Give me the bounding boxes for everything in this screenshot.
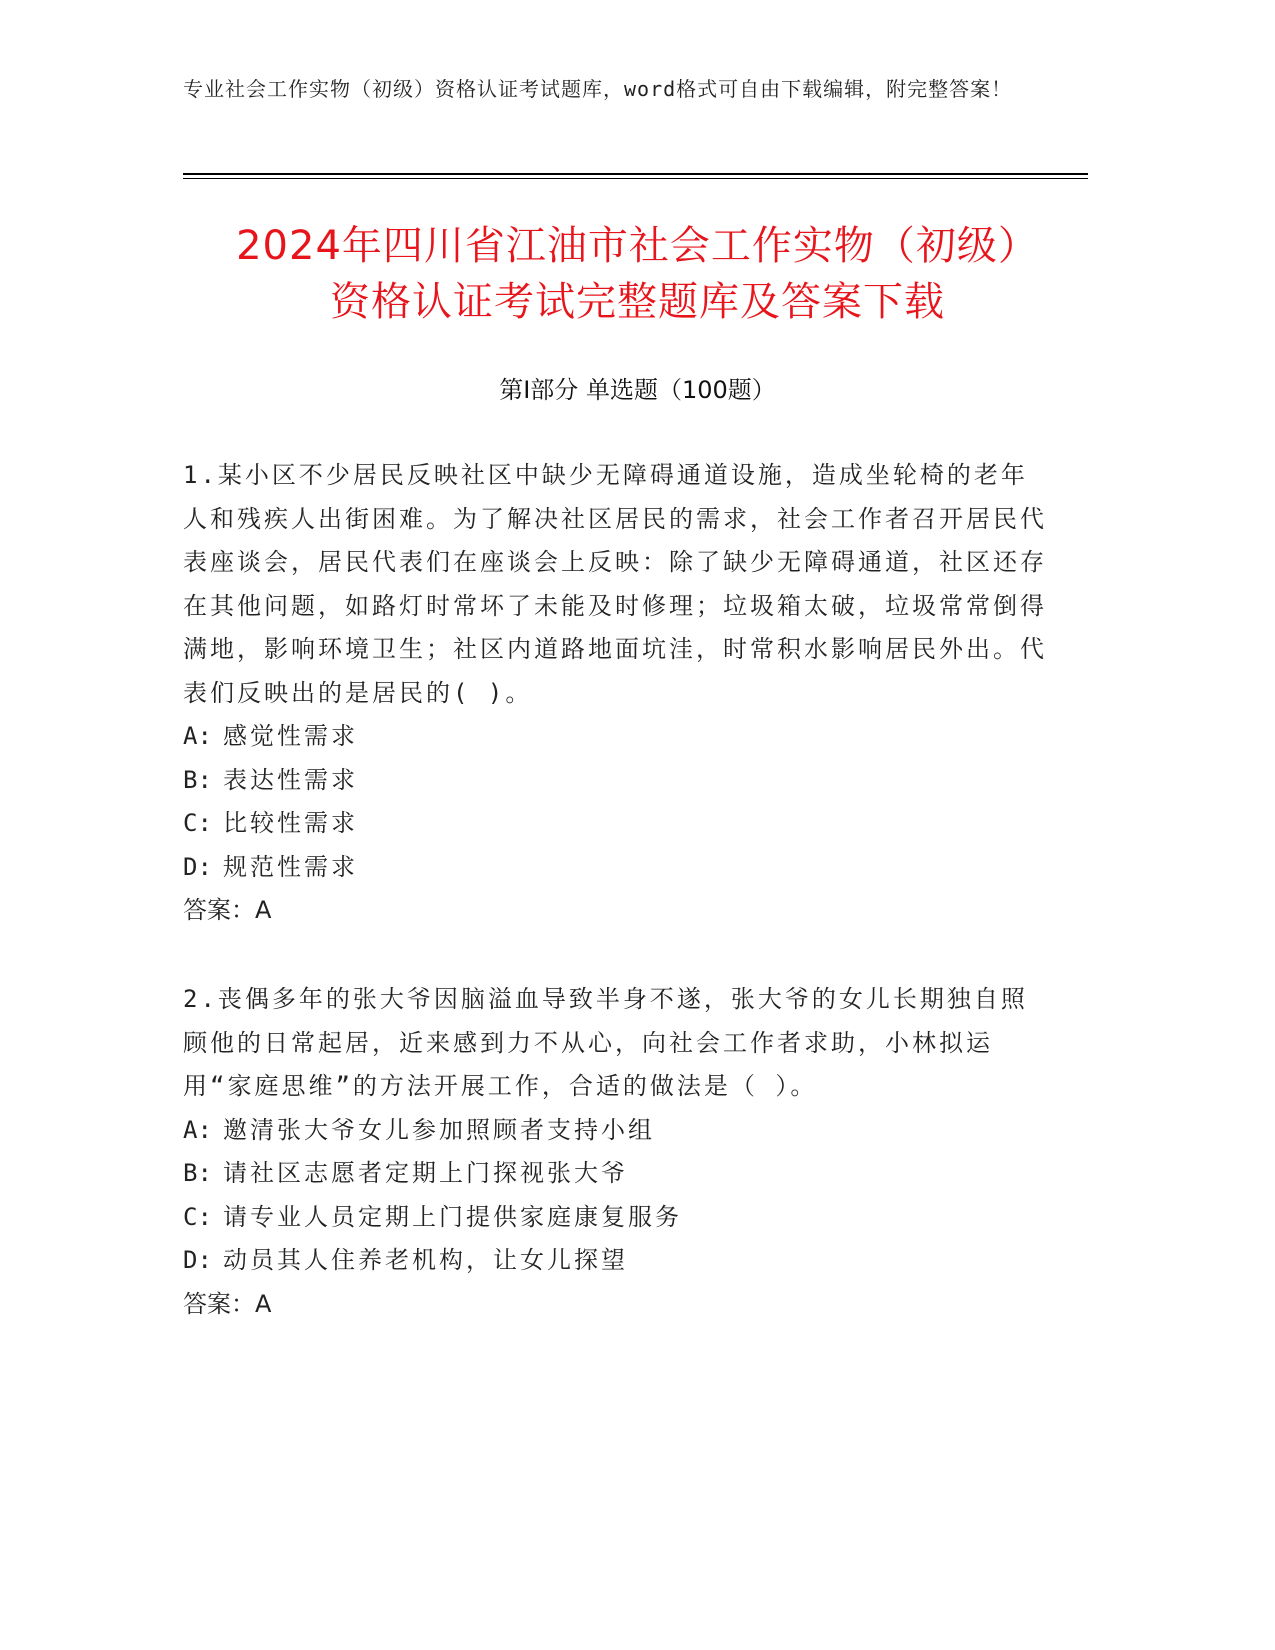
question-stem: 2.丧偶多年的张大爷因脑溢血导致半身不遂，张大爷的女儿长期独自照顾他的日常起居，近来感到力不从心，向社会工作者求助，小林拟运用“家庭思维”的方法开展工作，合适的做法是（ ）。 [183, 985, 1028, 1100]
document-title [150, 218, 1125, 330]
option-text: 请社区志愿者定期上门探视张大爷 [223, 1159, 628, 1187]
option-b [183, 759, 1053, 803]
option-text: 请专业人员定期上门提供家庭康复服务 [223, 1202, 682, 1231]
option-a [183, 1109, 1053, 1153]
option-text: 比较性需求 [223, 809, 358, 837]
header-rule-thin [183, 178, 1088, 179]
option-letter: B: [183, 1159, 212, 1187]
option-letter: B: [183, 765, 212, 794]
option-b [183, 1152, 1053, 1196]
answer-line: 答案：A [183, 1289, 272, 1318]
option-c [183, 802, 1053, 846]
option-letter: C: [183, 809, 212, 837]
option-c [183, 1196, 1053, 1240]
question-1 [183, 454, 1053, 933]
option-letter: D: [183, 1246, 212, 1274]
option-text: 感觉性需求 [223, 722, 358, 750]
question-2 [183, 978, 1053, 1326]
header-rule-thick [183, 173, 1088, 175]
answer-line: 答案：A [183, 896, 272, 924]
option-letter: A: [183, 1115, 212, 1144]
header-note: 专业社会工作实物（初级）资格认证考试题库，word格式可自由下载编辑，附完整答案！ [183, 77, 1013, 101]
option-text: 规范性需求 [223, 852, 358, 881]
section-heading: 第I部分 单选题（100题） [499, 376, 776, 404]
option-text: 动员其人住养老机构，让女儿探望 [223, 1246, 628, 1274]
option-a [183, 715, 1053, 759]
option-letter: D: [183, 852, 212, 881]
option-text: 邀清张大爷女儿参加照顾者支持小组 [223, 1115, 655, 1144]
option-text: 表达性需求 [223, 765, 358, 794]
option-d [183, 846, 1053, 890]
option-letter: A: [183, 722, 212, 750]
document-title-line-1: 2024年四川省江油市社会工作实物（初级） [236, 223, 1039, 269]
document-title-line-2: 资格认证考试完整题库及答案下载 [330, 279, 945, 325]
option-d [183, 1239, 1053, 1283]
question-stem: 1.某小区不少居民反映社区中缺少无障碍通道设施，造成坐轮椅的老年人和残疾人出街困难。为了解决社区居民的需求，社会工作者召开居民代表座谈会，居民代表们在座谈会上反映：除了缺少无障碍通道，社区还存在其他问题，如路灯时常坏了未能及时修理；垃圾箱太破，垃圾常常倒得满地，影响环境卫生；社区内道路地面坑洼，时常积水影响居民外出。代表们反映出的是居民的( )。 [183, 461, 1047, 707]
option-letter: C: [183, 1202, 212, 1231]
